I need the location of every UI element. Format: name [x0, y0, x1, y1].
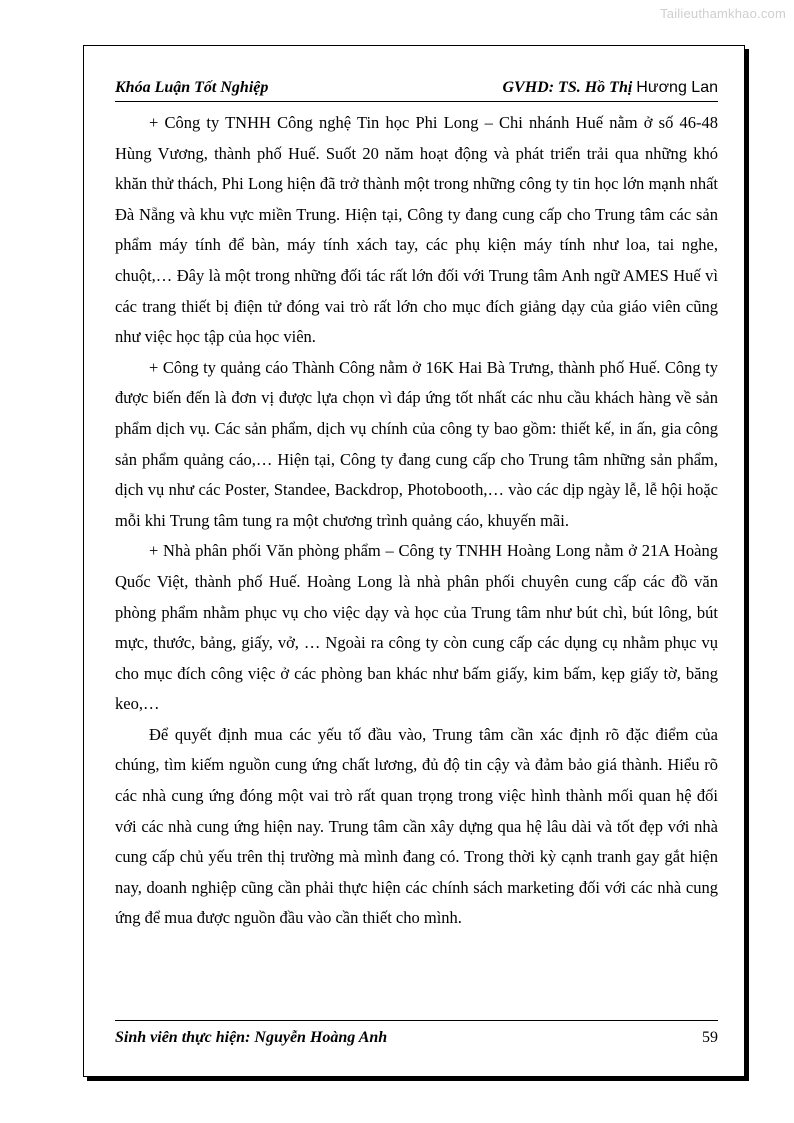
page-footer	[115, 1020, 718, 1047]
document-body	[115, 108, 718, 934]
advisor-label	[503, 79, 719, 97]
page-header	[115, 79, 718, 102]
thesis-title: Khóa Luận Tốt Nghiệp	[115, 79, 269, 96]
student-name: Sinh viên thực hiện: Nguyễn Hoàng Anh	[115, 1029, 388, 1046]
paragraph-phi-long: + Công ty TNHH Công nghệ Tin học Phi Long – Chi nhánh Huế nằm ở số 46-48 Hùng Vương, thành phố Huế. Suốt 20 năm hoạt động và phát triển trải qua những khó khăn thử thách, Phi Long hiện đã trở thành một trong những công ty tin học lớn mạnh nhất Đà Nẵng và khu vực miền Trung. Hiện tại, Công ty đang cung cấp cho Trung tâm các sản phẩm máy tính để bàn, máy tính xách tay, các phụ kiện máy tính như loa, tai nghe, chuột,… Đây là một trong những đối tác rất lớn đối với Trung tâm Anh ngữ AMES Huế vì các trang thiết bị điện tử đóng vai trò rất lớn cho mục đích giảng dạy của giáo viên cũng như việc học tập của học viên.	[115, 113, 718, 347]
advisor-name: Hương Lan	[636, 79, 718, 96]
paragraph-hoang-long: + Nhà phân phối Văn phòng phẩm – Công ty TNHH Hoàng Long nằm ở 21A Hoàng Quốc Việt, thành phố Huế. Hoàng Long là nhà phân phối chuyên cung cấp các đồ văn phòng phẩm nhằm phục vụ cho việc dạy và học của Trung tâm như bút chì, bút lông, bút mực, thước, bảng, giấy, vở, … Ngoài ra công ty còn cung cấp các dụng cụ nhằm phục vụ cho mục đích công việc ở các phòng ban khác như bấm giấy, kim bấm, kẹp giấy tờ, băng keo,…	[115, 541, 718, 714]
paragraph-conclusion: Để quyết định mua các yếu tố đầu vào, Trung tâm cần xác định rõ đặc điểm của chúng, tìm kiếm nguồn cung ứng chất lương, đủ độ tin cậy và đảm bảo giá thành. Hiểu rõ các nhà cung ứng đóng một vai trò rất quan trọng trong việc hình thành mối quan hệ đối với các nhà cung ứng hiện nay. Trung tâm cần xây dựng qua hệ lâu dài và tốt đẹp với nhà cung cấp chủ yếu trên thị trường mà mình đang có. Trong thời kỳ cạnh tranh gay gắt hiện nay, doanh nghiệp cũng cần phải thực hiện các chính sách marketing đối với các nhà cung ứng để mua được nguồn đầu vào cần thiết cho mình.	[115, 724, 718, 928]
watermark-text: Tailieuthamkhao.com	[660, 6, 786, 21]
paragraph-thanh-cong: + Công ty quảng cáo Thành Công nằm ở 16K Hai Bà Trưng, thành phố Huế. Công ty được biến đến là đơn vị được lựa chọn vì đáp ứng tốt nhất các nhu cầu khách hàng về sản phẩm dịch vụ. Các sản phẩm, dịch vụ chính của công ty bao gồm: thiết kế, in ấn, gia công sản phẩm quảng cáo,… Hiện tại, Công ty đang cung cấp cho Trung tâm những sản phẩm, dịch vụ như các Poster, Standee, Backdrop, Photobooth,… vào các dịp ngày lễ, lễ hội hoặc mỗi khi Trung tâm tung ra một chương trình quảng cáo, khuyến mãi.	[115, 357, 718, 530]
advisor-prefix: GVHD: TS. Hồ Thị	[502, 79, 633, 96]
page-number: 59	[702, 1029, 718, 1046]
